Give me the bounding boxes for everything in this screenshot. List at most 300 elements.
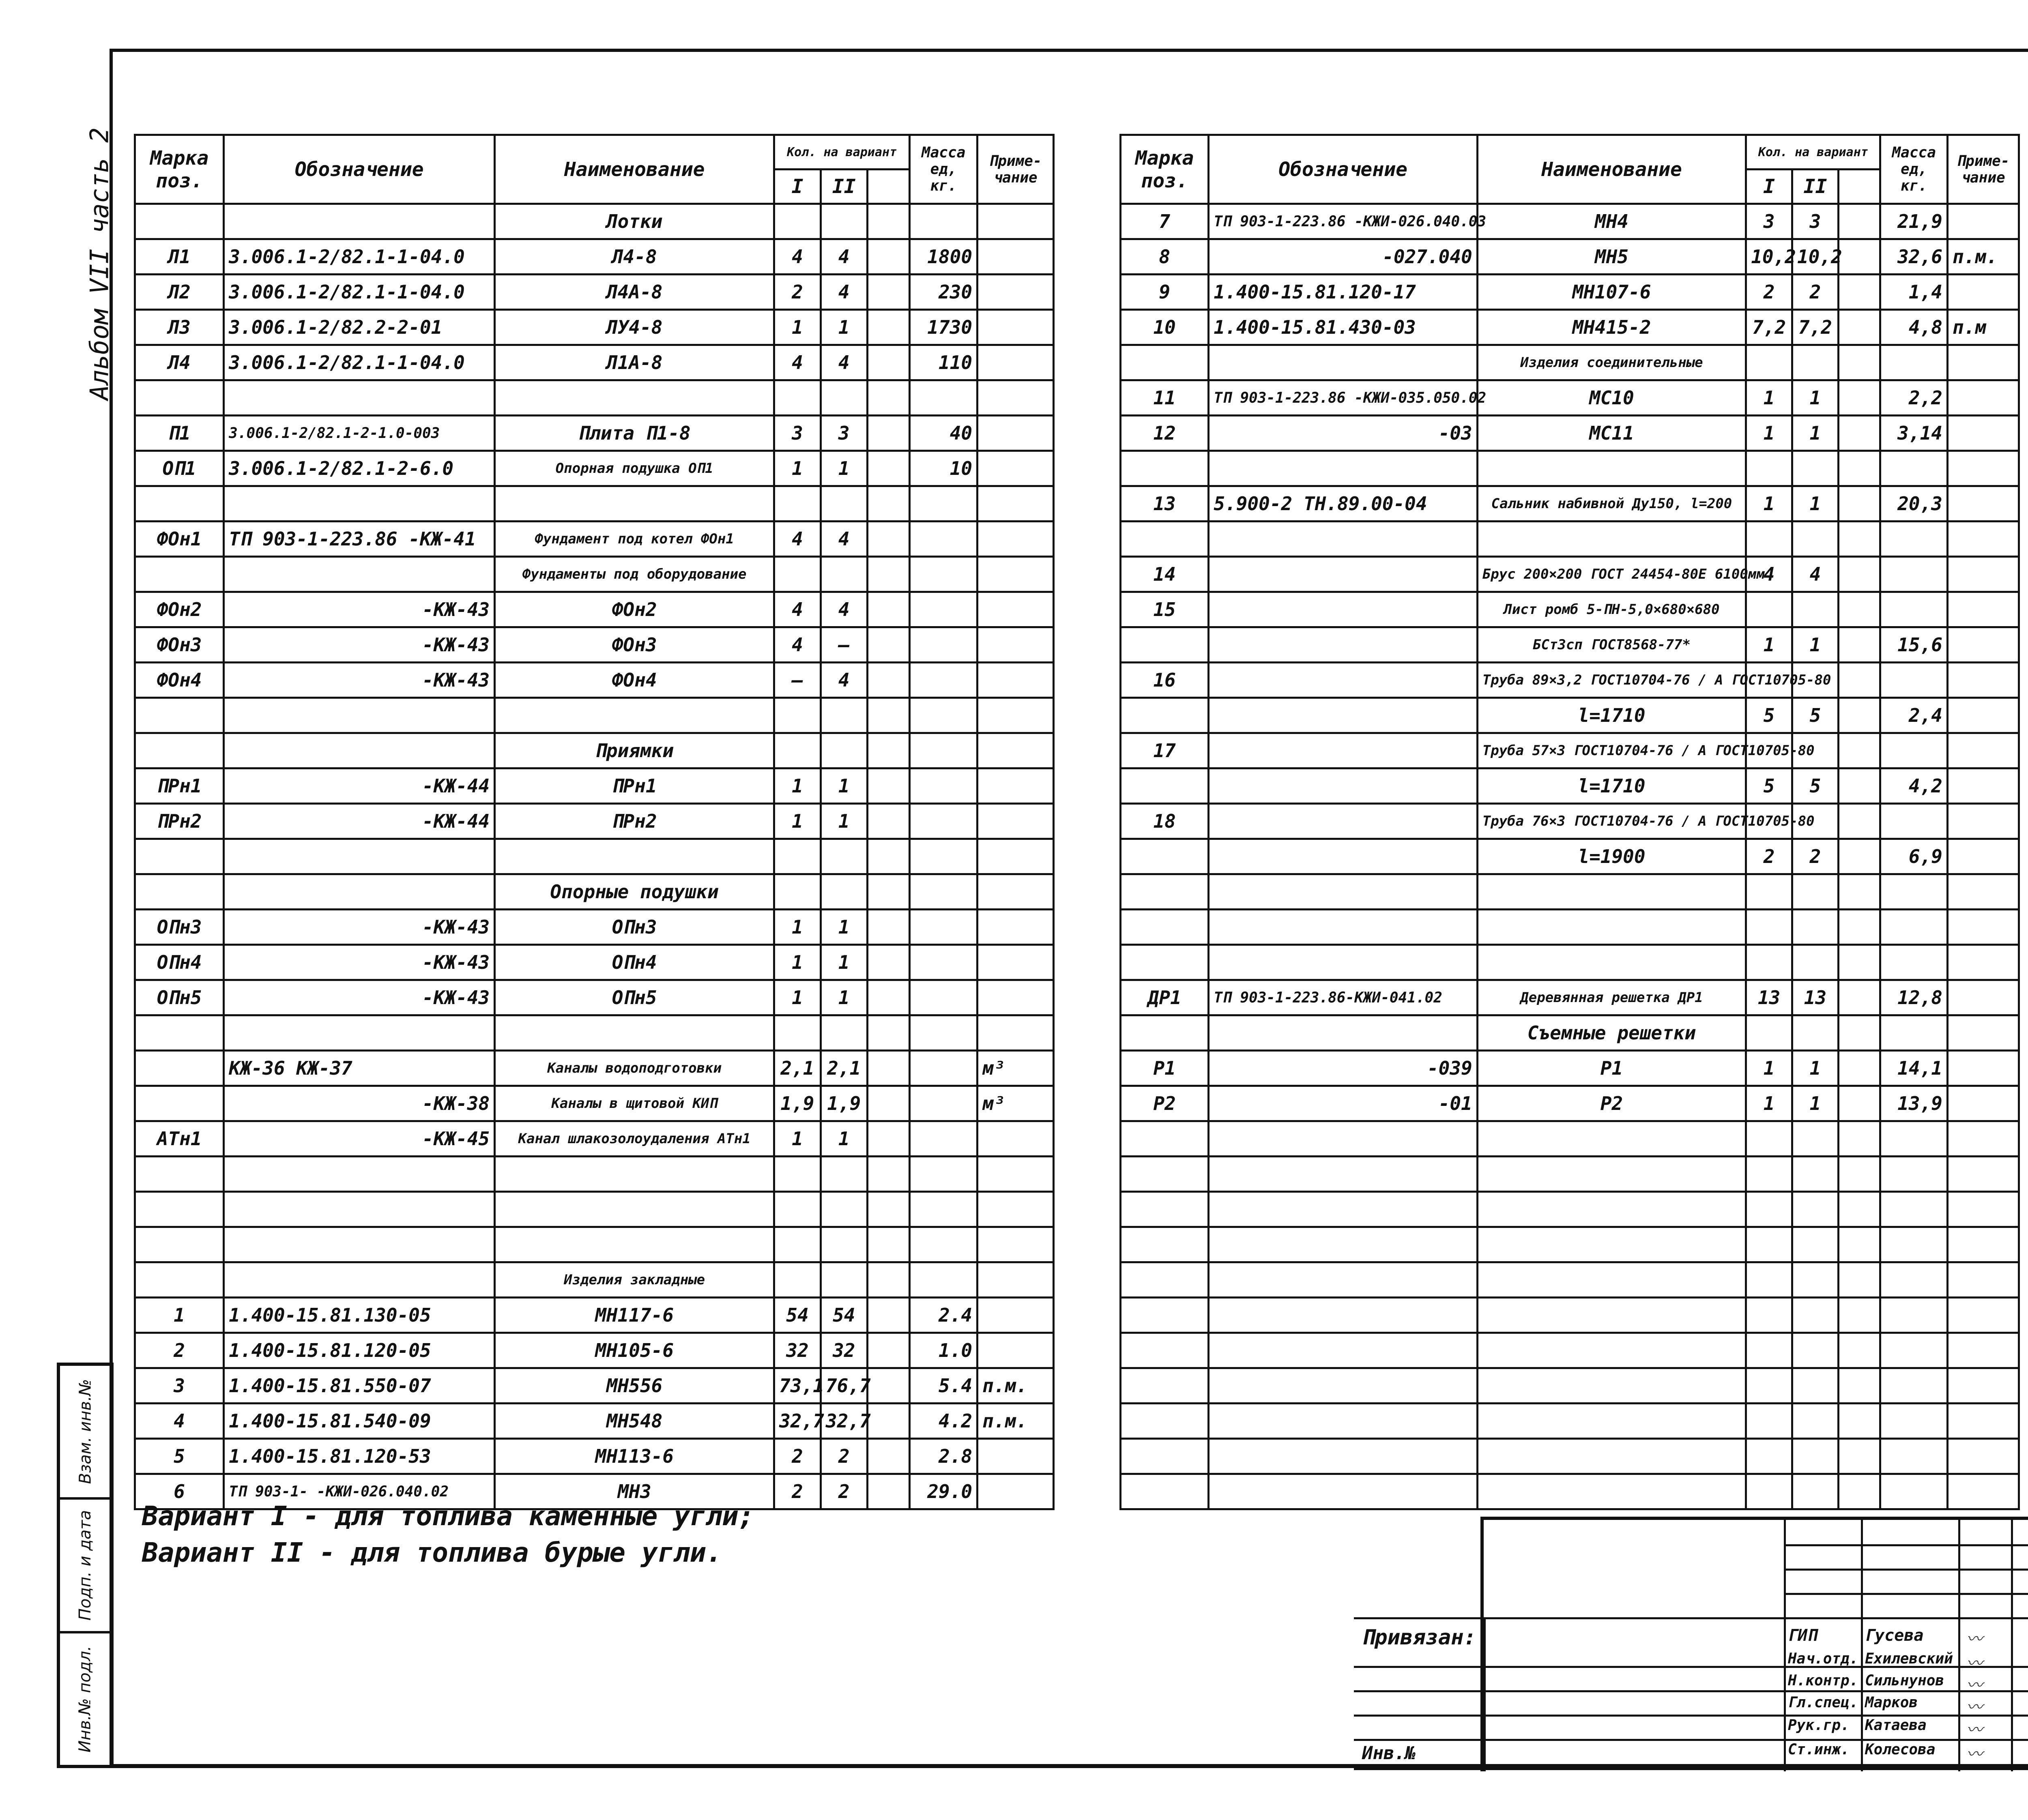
- cell-v2: [1792, 1227, 1839, 1262]
- cell-v1: 2: [1746, 839, 1792, 874]
- table-row: [135, 1368, 1054, 1404]
- cell-mark: [135, 1262, 224, 1298]
- cell-empty: [867, 980, 909, 1015]
- header-variant-2: II: [1792, 170, 1839, 204]
- cell-name: МН415-2: [1477, 310, 1746, 345]
- cell-v2: [821, 1157, 867, 1192]
- cell-note: [1947, 627, 2019, 663]
- cell-empty: [867, 345, 909, 380]
- cell-mass: 14,1: [1880, 1051, 1948, 1086]
- table-row: [1121, 1157, 2019, 1192]
- cell-v2: 1: [1792, 1051, 1839, 1086]
- table-row: [1121, 557, 2019, 592]
- cell-mass: 4.2: [910, 1404, 977, 1439]
- cell-note: [1947, 1333, 2019, 1368]
- cell-empty: [1838, 698, 1880, 733]
- cell-v2: [1792, 910, 1839, 945]
- table-row: [1121, 1015, 2019, 1051]
- cell-empty: [1838, 1051, 1880, 1086]
- cell-v2: 1,9: [821, 1086, 867, 1121]
- role-group: Рук.гр.: [1788, 1717, 1850, 1734]
- cell-mass: [910, 627, 977, 663]
- cell-note: [1947, 1439, 2019, 1474]
- cell-mark: ОПн5: [135, 980, 224, 1015]
- cell-name: МН3: [495, 1474, 774, 1509]
- cell-empty: [1838, 380, 1880, 416]
- cell-mark: ОПн3: [135, 910, 224, 945]
- note-variant-1: Вариант I - для топлива каменные угли;: [142, 1500, 754, 1532]
- cell-name: [1477, 1227, 1746, 1262]
- cell-mass: 1,4: [1880, 275, 1948, 310]
- cell-v2: 4: [821, 275, 867, 310]
- cell-note: [977, 1192, 1054, 1227]
- cell-note: [1947, 1157, 2019, 1192]
- cell-des: [224, 698, 495, 733]
- cell-mass: [1880, 1227, 1948, 1262]
- cell-mass: 15,6: [1880, 627, 1948, 663]
- cell-name: [1477, 1474, 1746, 1509]
- cell-mass: [910, 557, 977, 592]
- cell-note: [977, 592, 1054, 627]
- cell-des: -КЖ-43: [224, 980, 495, 1015]
- table-row: [1121, 1298, 2019, 1333]
- cell-v1: 1: [1746, 1051, 1792, 1086]
- cell-empty: [867, 486, 909, 522]
- cell-mark: [1121, 1015, 1209, 1051]
- cell-name: l=1710: [1477, 768, 1746, 804]
- cell-empty: [1838, 980, 1880, 1015]
- cell-v2: 1: [1792, 380, 1839, 416]
- cell-des: [1209, 768, 1477, 804]
- table-row: [135, 839, 1054, 874]
- cell-v1: [1746, 1192, 1792, 1227]
- cell-v1: [1746, 1121, 1792, 1157]
- cell-v2: 1: [1792, 486, 1839, 522]
- cell-mass: 4,8: [1880, 310, 1948, 345]
- signature-marks: 〰: [1966, 1721, 1983, 1739]
- cell-empty: [1838, 1227, 1880, 1262]
- cell-v1: [774, 1262, 821, 1298]
- cell-name: [1477, 1368, 1746, 1404]
- cell-name: БСт3сп ГОСТ8568-77*: [1477, 627, 1746, 663]
- cell-mass: [910, 592, 977, 627]
- cell-mark: Р1: [1121, 1051, 1209, 1086]
- bound-label: Привязан:: [1362, 1625, 1476, 1650]
- cell-mass: 2.4: [910, 1298, 977, 1333]
- cell-mark: [135, 204, 224, 239]
- cell-v1: —: [774, 663, 821, 698]
- cell-name: Р1: [1477, 1051, 1746, 1086]
- cell-v1: 4: [1746, 557, 1792, 592]
- cell-note: [977, 380, 1054, 416]
- cell-note: [1947, 804, 2019, 839]
- cell-mass: [1880, 557, 1948, 592]
- cell-note: [1947, 1262, 2019, 1298]
- cell-mass: [910, 1157, 977, 1192]
- cell-des: -039: [1209, 1051, 1477, 1086]
- cell-name: Р2: [1477, 1086, 1746, 1121]
- table-row: [135, 698, 1054, 733]
- cell-mark: [1121, 627, 1209, 663]
- cell-des: [1209, 839, 1477, 874]
- cell-des: [1209, 1439, 1477, 1474]
- cell-v1: 1: [1746, 486, 1792, 522]
- cell-note: м³: [977, 1086, 1054, 1121]
- stamp-cell-3: [60, 1633, 110, 1765]
- cell-mass: 1730: [910, 310, 977, 345]
- cell-note: [977, 627, 1054, 663]
- cell-empty: [1838, 663, 1880, 698]
- spec-table-right-body: [1121, 204, 2019, 1509]
- cell-v1: [1746, 1368, 1792, 1404]
- cell-name: Опорные подушки: [495, 874, 774, 910]
- table-row: [1121, 1404, 2019, 1439]
- cell-mass: [1880, 1192, 1948, 1227]
- cell-v2: 32,7: [821, 1404, 867, 1439]
- cell-name: Сальник набивной Ду150, l=200: [1477, 486, 1746, 522]
- table-row: [1121, 839, 2019, 874]
- cell-mark: 6: [135, 1474, 224, 1509]
- cell-empty: [867, 1474, 909, 1509]
- cell-v2: [821, 733, 867, 768]
- cell-des: 3.006.1-2/82.1-2-6.0: [224, 451, 495, 486]
- cell-v2: 4: [821, 522, 867, 557]
- cell-v1: 4: [774, 239, 821, 275]
- cell-mark: [135, 1015, 224, 1051]
- cell-note: [977, 310, 1054, 345]
- cell-v1: 1: [774, 768, 821, 804]
- cell-note: [977, 451, 1054, 486]
- cell-empty: [1838, 486, 1880, 522]
- cell-des: -КЖ-44: [224, 768, 495, 804]
- tb-rule: [1784, 1569, 2028, 1571]
- cell-mass: [910, 733, 977, 768]
- cell-note: [1947, 768, 2019, 804]
- cell-empty: [867, 380, 909, 416]
- stamp-text-2: Подп. и дата: [76, 1510, 95, 1621]
- cell-mark: 2: [135, 1333, 224, 1368]
- table-row: [135, 804, 1054, 839]
- cell-des: ТП 903-1- -КЖИ-026.040.02: [224, 1474, 495, 1509]
- cell-mark: [1121, 345, 1209, 380]
- cell-v2: 2: [821, 1474, 867, 1509]
- cell-note: [977, 945, 1054, 980]
- table-row: [1121, 945, 2019, 980]
- name-6: Колесова: [1865, 1741, 1936, 1758]
- cell-mark: ДР1: [1121, 980, 1209, 1015]
- cell-name: [1477, 874, 1746, 910]
- cell-note: п.м: [1947, 310, 2019, 345]
- cell-name: Л4-8: [495, 239, 774, 275]
- cell-v2: [1792, 1192, 1839, 1227]
- cell-v1: [1746, 522, 1792, 557]
- cell-mass: 32,6: [1880, 239, 1948, 275]
- cell-mark: [1121, 451, 1209, 486]
- cell-empty: [867, 239, 909, 275]
- cell-name: Каналы водоподготовки: [495, 1051, 774, 1086]
- cell-note: [977, 910, 1054, 945]
- cell-des: [224, 1015, 495, 1051]
- cell-empty: [1838, 239, 1880, 275]
- table-row: [135, 275, 1054, 310]
- cell-mass: [1880, 1474, 1948, 1509]
- cell-name: Канал шлакозолоудаления АТн1: [495, 1121, 774, 1157]
- cell-note: [1947, 1051, 2019, 1086]
- spec-table-left: [134, 134, 1055, 1510]
- header-note: Приме-чание: [977, 135, 1054, 204]
- cell-empty: [1838, 733, 1880, 768]
- cell-mark: 11: [1121, 380, 1209, 416]
- header-designation: Обозначение: [1209, 135, 1477, 204]
- cell-v2: —: [821, 627, 867, 663]
- table-row: [1121, 768, 2019, 804]
- cell-empty: [1838, 1298, 1880, 1333]
- cell-mark: [1121, 1298, 1209, 1333]
- cell-empty: [1838, 839, 1880, 874]
- cell-mark: [1121, 1439, 1209, 1474]
- name-4: Марков: [1865, 1694, 1918, 1711]
- cell-mass: [1880, 1439, 1948, 1474]
- table-row: [135, 980, 1054, 1015]
- cell-mark: 14: [1121, 557, 1209, 592]
- stamp-cell-2: [60, 1500, 110, 1633]
- cell-v2: [821, 486, 867, 522]
- cell-v1: [774, 486, 821, 522]
- cell-mark: [1121, 1192, 1209, 1227]
- cell-v2: 7,2: [1792, 310, 1839, 345]
- cell-v1: [1746, 1474, 1792, 1509]
- note-variant-2: Вариант II - для топлива бурые угли.: [142, 1537, 722, 1568]
- cell-name: Труба 57×3 ГОСТ10704-76 / А ГОСТ10705-80: [1477, 733, 1746, 768]
- cell-v2: [821, 1015, 867, 1051]
- role-engineer: Ст.инж.: [1788, 1741, 1850, 1758]
- cell-note: [977, 416, 1054, 451]
- cell-v2: 10,2: [1792, 239, 1839, 275]
- cell-v1: [1746, 1157, 1792, 1192]
- cell-name: [495, 1015, 774, 1051]
- table-row: [1121, 1192, 2019, 1227]
- spine-text: Альбом VII часть 2: [84, 127, 114, 400]
- cell-v1: 1: [774, 451, 821, 486]
- cell-name: Изделия закладные: [495, 1262, 774, 1298]
- cell-mass: 3,14: [1880, 416, 1948, 451]
- cell-des: [1209, 804, 1477, 839]
- tb-rule: [1354, 1690, 2028, 1692]
- cell-name: МН4: [1477, 204, 1746, 239]
- cell-note: [1947, 1086, 2019, 1121]
- cell-mass: [910, 804, 977, 839]
- cell-v2: [1792, 1121, 1839, 1157]
- cell-note: [1947, 1192, 2019, 1227]
- table-row: [1121, 1333, 2019, 1368]
- cell-mass: [1880, 945, 1948, 980]
- cell-name: Л4А-8: [495, 275, 774, 310]
- table-row: [1121, 204, 2019, 239]
- cell-mass: [910, 1086, 977, 1121]
- table-row: [1121, 980, 2019, 1015]
- header-name: Наименование: [495, 135, 774, 204]
- cell-mark: [1121, 910, 1209, 945]
- cell-note: [1947, 345, 2019, 380]
- cell-empty: [867, 1227, 909, 1262]
- cell-note: [977, 874, 1054, 910]
- tb-divider: [1784, 1520, 1786, 1771]
- table-row: [1121, 1051, 2019, 1086]
- stamp-cell-1: [60, 1366, 110, 1500]
- cell-name: МС11: [1477, 416, 1746, 451]
- tb-rule: [1784, 1544, 2028, 1546]
- cell-v1: 13: [1746, 980, 1792, 1015]
- cell-des: ТП 903-1-223.86 -КЖ-41: [224, 522, 495, 557]
- cell-empty: [1838, 1192, 1880, 1227]
- cell-mass: [910, 698, 977, 733]
- tb-rule: [1784, 1593, 2028, 1595]
- table-row: [1121, 275, 2019, 310]
- cell-des: -КЖ-44: [224, 804, 495, 839]
- cell-mark: [1121, 768, 1209, 804]
- cell-name: ОПн3: [495, 910, 774, 945]
- cell-mass: [1880, 1298, 1948, 1333]
- cell-empty: [1838, 451, 1880, 486]
- cell-des: [224, 1262, 495, 1298]
- cell-des: 3.006.1-2/82.2-2-01: [224, 310, 495, 345]
- cell-note: [1947, 1227, 2019, 1262]
- table-row: [1121, 1227, 2019, 1262]
- table-row: [135, 733, 1054, 768]
- table-row: [1121, 1121, 2019, 1157]
- cell-des: [224, 874, 495, 910]
- cell-mark: 3: [135, 1368, 224, 1404]
- cell-des: ТП 903-1-223.86-КЖИ-041.02: [1209, 980, 1477, 1015]
- header-name: Наименование: [1477, 135, 1746, 204]
- cell-des: -КЖ-43: [224, 592, 495, 627]
- cell-mass: 4,2: [1880, 768, 1948, 804]
- cell-name: [495, 839, 774, 874]
- cell-mark: ПРн1: [135, 768, 224, 804]
- cell-empty: [867, 839, 909, 874]
- cell-name: [1477, 1439, 1746, 1474]
- cell-v2: 1: [1792, 416, 1839, 451]
- cell-mass: [1880, 874, 1948, 910]
- tb-divider: [2011, 1520, 2013, 1771]
- cell-des: [1209, 1227, 1477, 1262]
- cell-v2: [1792, 1439, 1839, 1474]
- cell-empty: [1838, 592, 1880, 627]
- cell-name: [1477, 1333, 1746, 1368]
- cell-v1: [774, 1157, 821, 1192]
- table-row: [1121, 627, 2019, 663]
- cell-v2: [1792, 1333, 1839, 1368]
- cell-empty: [867, 1439, 909, 1474]
- cell-note: [1947, 486, 2019, 522]
- table-row: [135, 1227, 1054, 1262]
- cell-mass: [910, 663, 977, 698]
- cell-empty: [867, 522, 909, 557]
- cell-empty: [867, 1086, 909, 1121]
- cell-v1: [774, 839, 821, 874]
- cell-v2: [1792, 945, 1839, 980]
- cell-note: [1947, 557, 2019, 592]
- cell-note: [977, 1298, 1054, 1333]
- cell-v2: [821, 1227, 867, 1262]
- cell-name: [1477, 1262, 1746, 1298]
- cell-mass: [1880, 1368, 1948, 1404]
- cell-empty: [867, 310, 909, 345]
- cell-mark: ФОн2: [135, 592, 224, 627]
- cell-mass: [1880, 1157, 1948, 1192]
- cell-note: [977, 239, 1054, 275]
- cell-mark: [1121, 839, 1209, 874]
- cell-mark: [1121, 1333, 1209, 1368]
- cell-mass: 13,9: [1880, 1086, 1948, 1121]
- cell-mass: [910, 204, 977, 239]
- table-row: [1121, 522, 2019, 557]
- cell-v2: 3: [1792, 204, 1839, 239]
- cell-v1: 1: [1746, 1086, 1792, 1121]
- role-head: Нач.отд.: [1788, 1650, 1858, 1667]
- cell-name: Лист ромб 5-ПН-5,0×680×680: [1477, 592, 1746, 627]
- header-variant-1: I: [1746, 170, 1792, 204]
- cell-name: Приямки: [495, 733, 774, 768]
- cell-empty: [867, 557, 909, 592]
- cell-mass: [910, 522, 977, 557]
- cell-des: [224, 733, 495, 768]
- cell-mark: 10: [1121, 310, 1209, 345]
- cell-v2: 1: [821, 310, 867, 345]
- cell-note: [977, 733, 1054, 768]
- cell-empty: [1838, 768, 1880, 804]
- cell-v1: 7,2: [1746, 310, 1792, 345]
- table-row: [1121, 310, 2019, 345]
- cell-des: ТП 903-1-223.86 -КЖИ-026.040.03: [1209, 204, 1477, 239]
- cell-mark: 1: [135, 1298, 224, 1333]
- cell-note: [977, 698, 1054, 733]
- cell-mark: [135, 380, 224, 416]
- cell-empty: [1838, 1262, 1880, 1298]
- cell-empty: [867, 910, 909, 945]
- table-row: [1121, 1439, 2019, 1474]
- cell-empty: [867, 1262, 909, 1298]
- cell-note: [977, 1227, 1054, 1262]
- cell-v1: 32,7: [774, 1404, 821, 1439]
- cell-mass: 20,3: [1880, 486, 1948, 522]
- cell-v2: 5: [1792, 698, 1839, 733]
- cell-note: п.м.: [977, 1368, 1054, 1404]
- cell-note: [1947, 663, 2019, 698]
- cell-mass: [910, 910, 977, 945]
- table-row: [1121, 910, 2019, 945]
- cell-note: [1947, 1368, 2019, 1404]
- cell-name: МН548: [495, 1404, 774, 1439]
- table-row: [135, 1439, 1054, 1474]
- table-row: [135, 486, 1054, 522]
- cell-empty: [867, 1368, 909, 1404]
- cell-empty: [867, 1298, 909, 1333]
- cell-des: [1209, 451, 1477, 486]
- cell-des: [224, 486, 495, 522]
- role-gip: ГИП: [1788, 1626, 1817, 1645]
- cell-mark: [135, 733, 224, 768]
- table-row: [135, 310, 1054, 345]
- cell-v2: 2: [1792, 275, 1839, 310]
- cell-mark: ОПн4: [135, 945, 224, 980]
- signature-marks: 〰: [1966, 1654, 1983, 1673]
- table-row: [135, 592, 1054, 627]
- table-row: [1121, 1368, 2019, 1404]
- cell-mark: АТн1: [135, 1121, 224, 1157]
- cell-mass: [1880, 1404, 1948, 1439]
- cell-v2: [821, 380, 867, 416]
